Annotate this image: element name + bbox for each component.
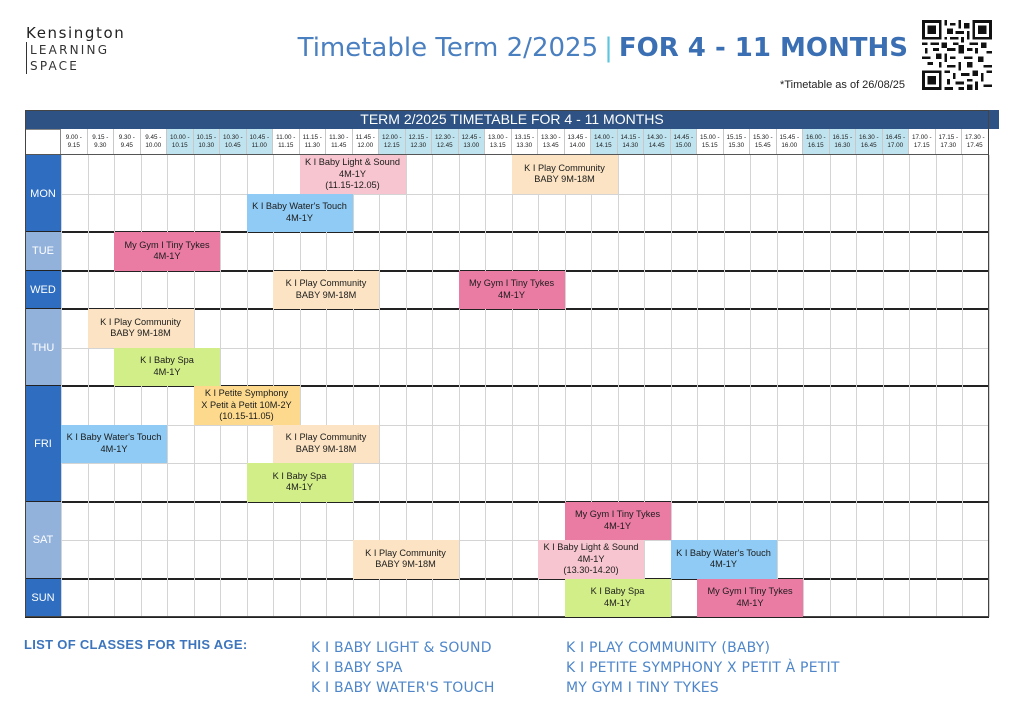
time-slot-header [538, 129, 565, 155]
class-session-line: BABY 9M-18M [295, 443, 357, 454]
time-slot-start: 17.00 - [911, 134, 932, 141]
class-item: K I BABY LIGHT & SOUND [311, 640, 492, 656]
time-slot-end: 12.00 [357, 142, 374, 149]
day-divider [25, 501, 989, 503]
column-divider [512, 155, 513, 617]
class-session-line: K I Baby Light & Sound [543, 542, 639, 552]
timetable [25, 110, 999, 617]
time-slot-end: 17.30 [940, 142, 957, 149]
time-slot-start: 11.00 - [276, 134, 296, 141]
time-slot-header [247, 129, 274, 155]
class-session-line: 4M-1Y [709, 559, 738, 570]
time-slot-start: 12.30 - [434, 134, 455, 141]
time-slot-start: 9.15 - [92, 134, 109, 141]
time-slot-header [803, 129, 830, 155]
class-session-line: K I Baby Water's Touch [252, 201, 347, 212]
time-slot-header [512, 129, 539, 155]
time-slot-end: 9.15 [67, 142, 80, 149]
class-session[interactable] [114, 232, 220, 271]
day-label-wed: WED [25, 271, 61, 310]
day-label-mon: MON [25, 155, 61, 232]
timetable-as-of: *Timetable as of 26/08/25 [780, 79, 905, 91]
time-slot-header [856, 129, 883, 155]
time-slot-header [220, 129, 247, 155]
time-slot-end: 10.00 [145, 142, 162, 149]
time-slot-start: 14.00 - [593, 134, 614, 141]
class-session-line: My Gym I Tiny Tykes [124, 239, 210, 250]
time-slot-header [644, 129, 671, 155]
title-separator: | [604, 33, 613, 63]
time-slot-start: 11.15 - [302, 134, 322, 141]
class-session[interactable] [565, 579, 671, 618]
column-divider [141, 155, 142, 617]
class-session-line: K I Play Community [100, 316, 181, 327]
time-slot-start: 15.00 - [699, 134, 720, 141]
time-slot-header [909, 129, 936, 155]
class-session-line: BABY 9M-18M [375, 559, 436, 570]
class-session[interactable] [273, 425, 379, 464]
time-slot-end: 13.45 [542, 142, 559, 149]
class-session-line: My Gym I Tiny Tykes [574, 509, 661, 520]
column-divider [803, 155, 804, 617]
time-slot-header [485, 129, 512, 155]
classes-list-column-1 [311, 638, 495, 698]
time-slot-end: 11.15 [278, 142, 294, 149]
day-label-fri: FRI [25, 386, 61, 502]
column-divider [909, 155, 910, 617]
time-slot-header [618, 129, 645, 155]
class-item: K I PLAY COMMUNITY (BABY) [566, 640, 771, 656]
time-slot-start: 13.00 - [487, 134, 508, 141]
time-slot-start: 16.00 - [805, 134, 826, 141]
column-divider [989, 155, 990, 617]
time-slot-header [379, 129, 406, 155]
time-slot-header [88, 129, 115, 155]
time-slot-start: 12.15 - [408, 134, 429, 141]
time-slot-start: 11.45 - [355, 134, 375, 141]
class-session[interactable] [247, 194, 353, 233]
time-slot-end: 15.45 [754, 142, 771, 149]
class-session[interactable] [114, 348, 220, 387]
class-session[interactable] [88, 309, 194, 348]
day-divider [25, 616, 989, 618]
class-session-line: (10.15-11.05) [219, 411, 274, 421]
time-slot-end: 11.45 [331, 142, 347, 149]
class-session-line: K I Baby Water's Touch [676, 547, 771, 558]
class-session-line: K I Play Community [285, 432, 367, 443]
time-slot-end: 11.30 [304, 142, 320, 149]
time-slot-end: 10.15 [171, 142, 188, 149]
class-session-line: 4M-1Y [100, 443, 128, 454]
time-slot-start: 12.45 - [461, 134, 482, 141]
time-slot-start: 9.30 - [118, 134, 135, 141]
time-slot-end: 16.15 [807, 142, 824, 149]
class-session[interactable] [538, 540, 644, 579]
time-slot-end: 9.45 [120, 142, 133, 149]
class-session[interactable] [61, 425, 167, 464]
time-slot-header [300, 129, 327, 155]
qr-code-icon[interactable] [922, 20, 992, 90]
class-session[interactable] [459, 271, 565, 310]
time-slot-header [671, 129, 698, 155]
day-label-tue: TUE [25, 232, 61, 271]
time-slot-start: 15.45 - [779, 134, 800, 141]
column-divider [88, 155, 89, 617]
column-divider [485, 155, 486, 617]
class-session-line: 4M-1Y [603, 520, 632, 531]
column-divider [883, 155, 884, 617]
page-title [298, 33, 908, 63]
classes-list-column-2 [566, 638, 840, 698]
time-slot-start: 9.45 - [145, 134, 162, 141]
time-slot-header [565, 129, 592, 155]
time-slot-start: 13.30 - [540, 134, 561, 141]
class-session-line: K I Play Community [524, 162, 605, 173]
time-slot-end: 10.45 [224, 142, 241, 149]
row-divider [61, 425, 989, 426]
class-session-line: BABY 9M-18M [110, 328, 171, 339]
time-slot-header [194, 129, 221, 155]
time-slot-header [750, 129, 777, 155]
class-session-line: My Gym I Tiny Tykes [707, 586, 793, 597]
class-session-line: K I Baby Spa [140, 355, 194, 366]
class-session-line: K I Play Community [285, 278, 367, 289]
time-slot-end: 14.00 [569, 142, 586, 149]
class-session-line: K I Baby Spa [590, 586, 645, 597]
time-slot-start: 16.15 - [832, 134, 853, 141]
column-divider [644, 155, 645, 617]
time-slot-start: 15.30 - [752, 134, 773, 141]
logo-line-2: LEARNING [26, 42, 125, 58]
class-session[interactable] [194, 386, 300, 425]
time-slot-header [697, 129, 724, 155]
class-session[interactable] [247, 463, 353, 502]
time-slot-header [591, 129, 618, 155]
column-divider [830, 155, 831, 617]
class-session[interactable] [273, 271, 379, 310]
time-slot-end: 16.30 [834, 142, 851, 149]
time-slot-header [114, 129, 141, 155]
title-age-range: FOR 4 - 11 MONTHS [618, 33, 908, 63]
time-slot-end: 14.45 [648, 142, 665, 149]
time-slot-end: 15.00 [675, 142, 692, 149]
time-slot-header [141, 129, 168, 155]
time-slot-start: 14.30 - [646, 134, 667, 141]
time-slot-header [459, 129, 486, 155]
time-slot-header [273, 129, 300, 155]
time-slot-end: 14.15 [595, 142, 612, 149]
time-slot-end: 12.15 [383, 142, 400, 149]
day-divider [25, 578, 989, 580]
class-session-line: X Petit à Petit 10M-2Y [201, 399, 292, 410]
class-session[interactable] [697, 579, 803, 618]
time-slot-end: 16.45 [860, 142, 877, 149]
timetable-corner [25, 129, 61, 155]
column-divider [459, 155, 460, 617]
column-divider [777, 155, 778, 617]
class-session[interactable] [300, 155, 406, 194]
class-session[interactable] [512, 155, 618, 194]
time-slot-header [936, 129, 963, 155]
header-divider [25, 154, 989, 155]
day-label-thu: THU [25, 309, 61, 386]
timetable-title: TERM 2/2025 TIMETABLE FOR 4 - 11 MONTHS [25, 110, 999, 129]
time-slot-header [777, 129, 804, 155]
time-slot-start: 16.45 - [885, 134, 906, 141]
time-slot-header [432, 129, 459, 155]
column-divider [962, 155, 963, 617]
row-divider [61, 194, 989, 195]
time-slot-start: 17.30 - [964, 134, 985, 141]
class-session-line: BABY 9M-18M [534, 174, 595, 185]
time-slot-start: 14.45 - [673, 134, 694, 141]
time-slot-end: 12.45 [436, 142, 453, 149]
time-slot-end: 11.00 [251, 142, 267, 149]
time-slot-start: 13.15 - [514, 134, 535, 141]
row-divider [61, 463, 989, 464]
logo-line-1: Kensington [26, 24, 126, 42]
class-session-line: 4M-1Y [153, 366, 181, 377]
class-session-line: 4M-1Y [603, 597, 632, 608]
time-slot-start: 9.00 - [65, 134, 82, 141]
row-divider [61, 540, 989, 541]
class-session-line: 4M-1Y [497, 289, 526, 300]
time-slot-header [962, 129, 989, 155]
column-divider [114, 155, 115, 617]
time-slot-end: 15.15 [701, 142, 718, 149]
logo-line-3: SPACE [26, 58, 125, 74]
class-session-line: K I Baby Water's Touch [66, 432, 162, 443]
class-session-line: My Gym I Tiny Tykes [468, 278, 555, 289]
time-slot-end: 17.45 [966, 142, 983, 149]
time-slot-start: 15.15 - [726, 134, 747, 141]
logo [26, 24, 125, 74]
class-session-line: 4M-1Y [153, 251, 181, 262]
day-label-sun: SUN [25, 579, 61, 618]
class-session-line: (13.30-14.20) [563, 565, 619, 575]
column-divider [61, 155, 62, 617]
class-item: MY GYM I TINY TYKES [566, 680, 719, 696]
time-slot-start: 10.00 - [169, 134, 190, 141]
column-divider [936, 155, 937, 617]
day-label-sat: SAT [25, 502, 61, 579]
time-slot-start: 10.15 - [196, 134, 217, 141]
time-slot-start: 10.30 - [222, 134, 243, 141]
time-slot-start: 11.30 - [329, 134, 349, 141]
time-slot-start: 16.30 - [858, 134, 879, 141]
class-session-line: 4M-1Y [338, 168, 367, 179]
time-slot-start: 14.15 - [620, 134, 641, 141]
time-slot-header [883, 129, 910, 155]
time-slot-header [326, 129, 353, 155]
class-session-line: 4M-1Y [285, 482, 314, 493]
class-item: K I BABY WATER'S TOUCH [311, 680, 495, 696]
column-divider [856, 155, 857, 617]
time-slot-header [830, 129, 857, 155]
time-slot-end: 13.15 [489, 142, 506, 149]
class-session-line: BABY 9M-18M [295, 289, 357, 300]
time-slot-end: 12.30 [410, 142, 427, 149]
time-slot-header [167, 129, 194, 155]
time-slot-end: 17.15 [913, 142, 930, 149]
time-slot-end: 17.00 [887, 142, 904, 149]
time-slot-end: 15.30 [728, 142, 745, 149]
time-slot-start: 10.45 - [249, 134, 270, 141]
class-session-line: K I Baby Spa [272, 470, 327, 481]
time-slot-header [724, 129, 751, 155]
class-session[interactable] [565, 502, 671, 541]
time-slot-start: 17.15 - [938, 134, 959, 141]
time-slot-end: 10.30 [198, 142, 215, 149]
class-session-line: (11.15-12.05) [325, 180, 380, 190]
class-item: K I PETITE SYMPHONY X PETIT À PETIT [566, 660, 840, 676]
class-session-line: K I Play Community [365, 547, 446, 558]
time-slot-end: 14.30 [622, 142, 639, 149]
time-slot-end: 9.30 [94, 142, 107, 149]
class-session-line: 4M-1Y [285, 212, 314, 223]
time-slot-header [353, 129, 380, 155]
time-slot-start: 13.45 - [567, 134, 588, 141]
class-session[interactable] [353, 540, 459, 579]
time-slot-end: 13.00 [463, 142, 480, 149]
class-session-line: K I Petite Symphony [204, 388, 289, 398]
title-main: Timetable Term 2/2025 [297, 33, 599, 63]
column-divider [167, 155, 168, 617]
class-item: K I BABY SPA [311, 660, 403, 676]
class-session-line: K I Baby Light & Sound [304, 157, 400, 167]
time-slot-end: 16.00 [781, 142, 798, 149]
classes-list-label: LIST OF CLASSES FOR THIS AGE: [24, 637, 248, 652]
class-session-line: 4M-1Y [736, 597, 764, 608]
time-slot-start: 12.00 - [381, 134, 402, 141]
time-slot-end: 13.30 [516, 142, 533, 149]
time-slot-header [61, 129, 88, 155]
class-session-line: 4M-1Y [577, 553, 605, 564]
class-session[interactable] [671, 540, 777, 579]
time-slot-header [406, 129, 433, 155]
